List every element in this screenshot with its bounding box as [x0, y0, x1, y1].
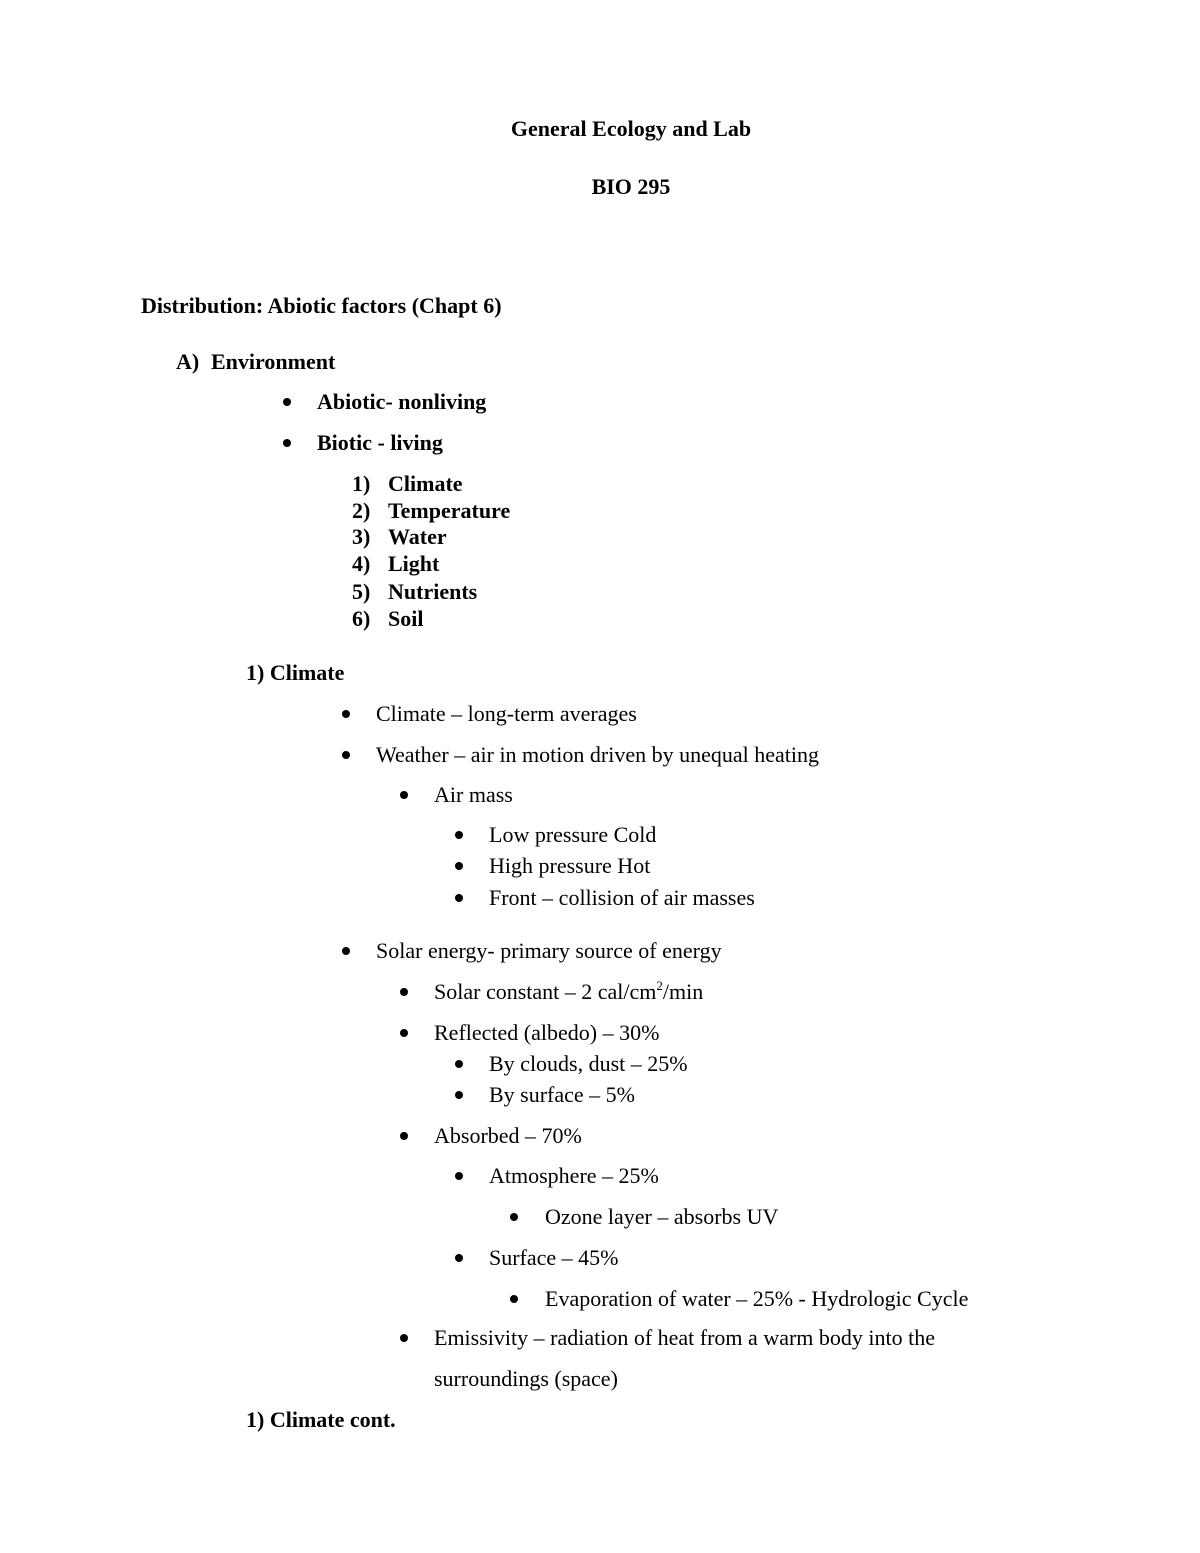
list-item: Surface – 45%: [489, 1245, 619, 1270]
list-item-continuation: surroundings (space): [434, 1366, 618, 1391]
bullet-icon: [342, 710, 350, 718]
factor-number: 1): [352, 471, 371, 496]
bullet-icon: [342, 947, 350, 955]
list-item: Emissivity – radiation of heat from a warm body into the: [434, 1325, 936, 1350]
list-item: Solar constant – 2 cal/$cm^2/\min$: [434, 977, 704, 1004]
course-code: BIO 295: [591, 174, 671, 199]
bullet-icon: [455, 1091, 463, 1099]
bullet-icon: [400, 1132, 408, 1140]
list-item: Solar energy- primary source of energy: [376, 938, 722, 963]
list-item: Absorbed – 70%: [434, 1123, 582, 1148]
bullet-icon: [400, 1029, 408, 1037]
factor-number: 6): [352, 606, 371, 631]
list-item: Evaporation of water – 25% - Hydrologic Cycle: [545, 1286, 969, 1311]
factor-number: 5): [352, 579, 371, 604]
climate-cont-heading: 1) Climate cont.: [246, 1407, 396, 1432]
list-item: Weather – air in motion driven by unequal heating: [376, 742, 819, 767]
list-item: By clouds, dust – 25%: [489, 1051, 688, 1076]
list-item: Climate – long-term averages: [376, 701, 637, 726]
factor-label: Temperature: [388, 498, 511, 523]
bullet-icon: [455, 862, 463, 870]
bullet-icon: [455, 1254, 463, 1262]
bullet-icon: [455, 1172, 463, 1180]
factor-label: Water: [388, 524, 447, 549]
factor-number: 2): [352, 498, 371, 523]
factor-label: Climate: [388, 471, 463, 496]
bullet-icon: [455, 894, 463, 902]
bullet-icon: [400, 1334, 408, 1342]
list-item: By surface – 5%: [489, 1082, 636, 1107]
list-item: High pressure Hot: [489, 853, 651, 878]
list-item: Atmosphere – 25%: [489, 1163, 659, 1188]
list-item: Biotic - living: [317, 430, 443, 455]
list-item: Low pressure Cold: [489, 822, 657, 847]
bullet-icon: [400, 791, 408, 799]
list-item: Reflected (albedo) – 30%: [434, 1020, 660, 1045]
factor-label: Soil: [388, 606, 424, 631]
list-item: Ozone layer – absorbs UV: [545, 1204, 779, 1229]
bullet-icon: [510, 1213, 518, 1221]
factor-label: Nutrients: [388, 579, 478, 604]
bullet-icon: [342, 751, 350, 759]
bullet-icon: [400, 988, 408, 996]
factor-number: 4): [352, 551, 371, 576]
factor-label: Light: [388, 551, 440, 576]
list-item: Abiotic- nonliving: [317, 389, 487, 414]
environment-label: Environment: [211, 349, 336, 374]
list-item: Air mass: [434, 782, 513, 807]
section-heading: Distribution: Abiotic factors (Chapt 6): [141, 293, 502, 318]
bullet-icon: [510, 1295, 518, 1303]
bullet-icon: [283, 439, 291, 447]
bullet-icon: [283, 398, 291, 406]
bullet-icon: [455, 1060, 463, 1068]
bullet-icon: [455, 831, 463, 839]
climate-heading: 1) Climate: [246, 660, 345, 685]
course-title: General Ecology and Lab: [510, 116, 752, 141]
factor-number: 3): [352, 524, 371, 549]
environment-marker: A): [176, 349, 200, 374]
list-item: Front – collision of air masses: [489, 885, 755, 910]
